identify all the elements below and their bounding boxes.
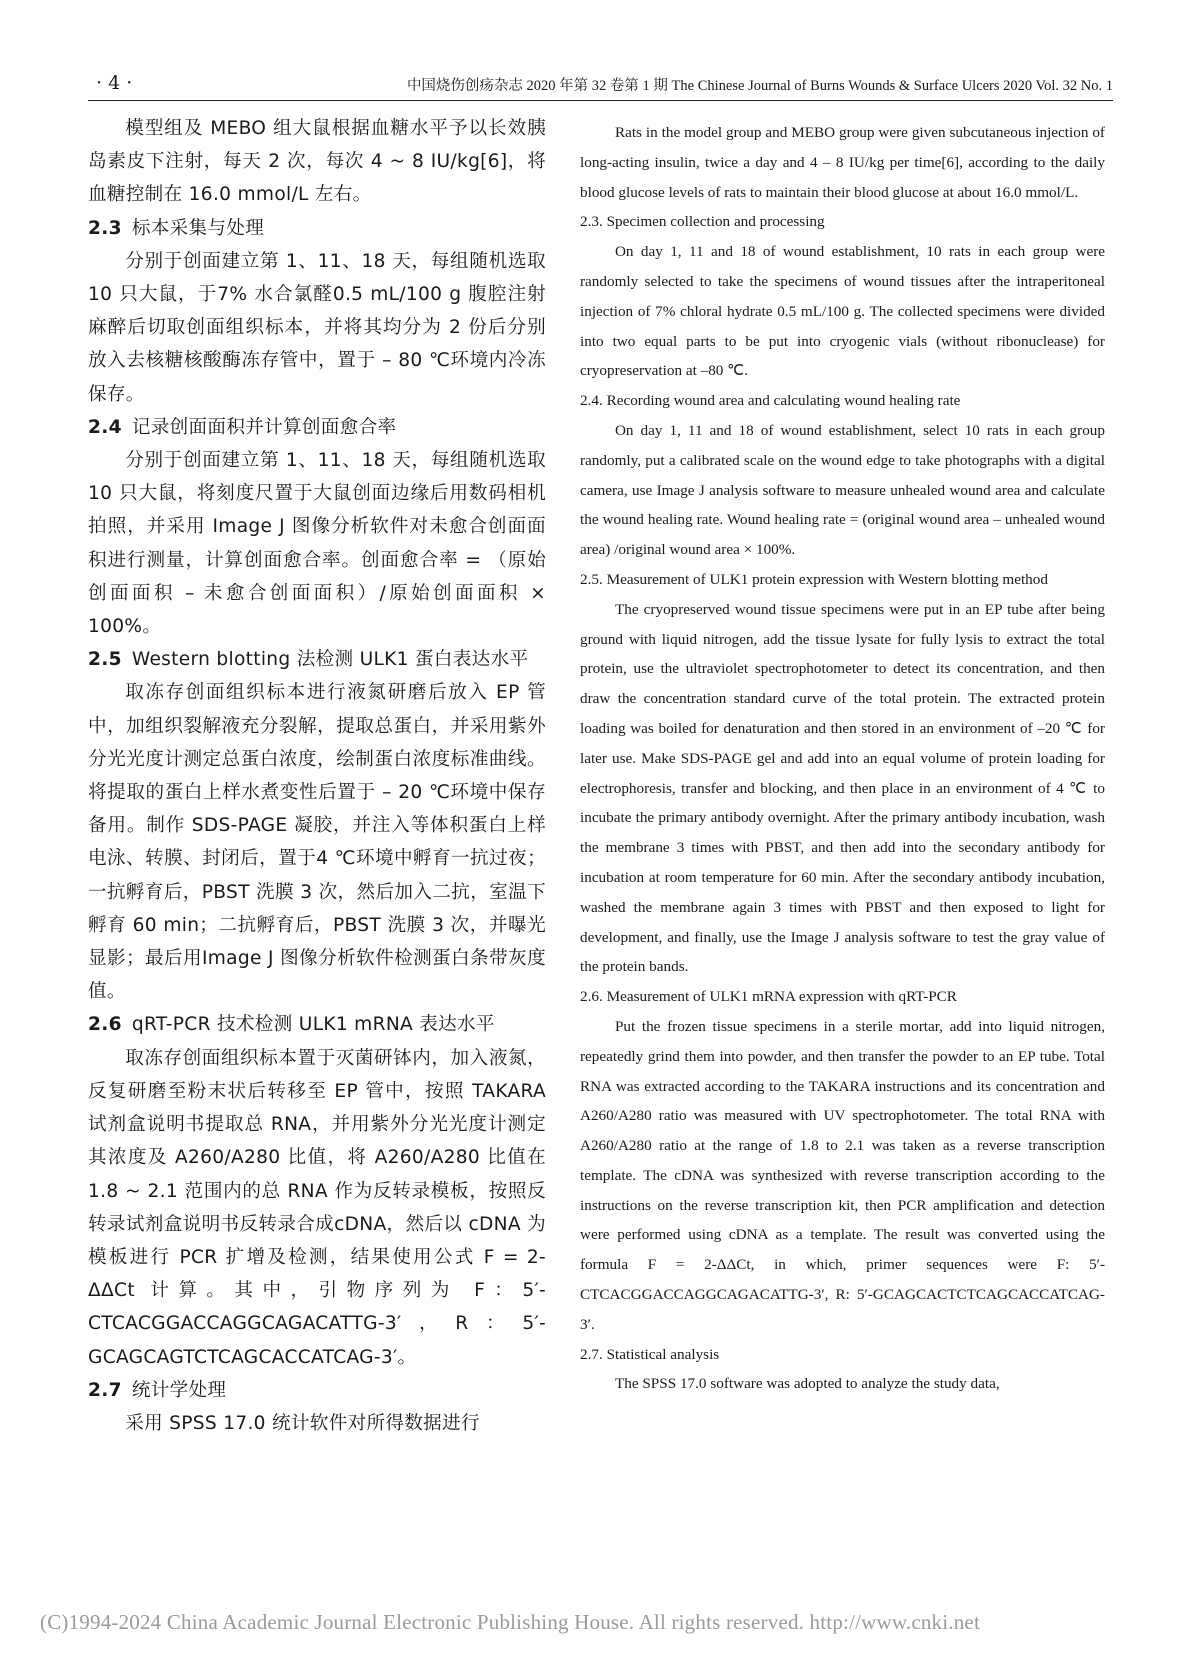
section-number: 2.3 — [88, 217, 122, 239]
copyright-footer: (C)1994-2024 China Academic Journal Electronic Publishing House. All rights reserved. http://www.cnki.net — [40, 1610, 980, 1634]
en-paragraph: Put the frozen tissue specimens in a sterile mortar, add into liquid nitrogen, repeatedly grind them into powder, and then transfer the powder to an EP tube. Total RNA was extracted according to the TAKARA instructions and its concentration and A260/A280 ratio was measured with UV spectrophotometer. The total RNA with A260/A280 ratio at the range of 1.8 to 2.1 was taken as a reverse transcription template. The cDNA was synthesized with reverse transcription according to the instructions on the reverse transcription kit, then PCR amplification and detection were performed using cDNA as a template. The result was converted using the formula F = 2-ΔΔCt, in which, primer sequences were F: 5′-CTCACGGACCAGGCAGACATTG-3′, R: 5′-GCAGCACTCTCAGCACCATCAG-3′. — [580, 1017, 1105, 1333]
page-header — [88, 70, 1113, 101]
en-section-heading: 2.5. Measurement of ULK1 protein expression with Western blotting method — [580, 570, 1048, 588]
section-title: qRT-PCR 技术检测 ULK1 mRNA 表达水平 — [131, 1014, 495, 1036]
cn-section-heading — [88, 411, 546, 444]
english-column — [580, 118, 1105, 1399]
section-title: Western blotting 法检测 ULK1 蛋白表达水平 — [131, 649, 529, 671]
cn-paragraph: 模型组及 MEBO 组大鼠根据血糖水平予以长效胰岛素皮下注射，每天 2 次，每次 4 ~ 8 IU/kg[6]，将血糖控制在 16.0 mmol/L 左右。 — [88, 118, 546, 206]
en-section-heading: 2.7. Statistical analysis — [580, 1345, 720, 1363]
chinese-column — [88, 112, 546, 1440]
cn-section-heading — [88, 1374, 546, 1407]
cn-section-heading — [88, 1008, 546, 1041]
en-section-heading: 2.3. Specimen collection and processing — [580, 213, 825, 231]
page-number: · 4 · — [96, 72, 133, 94]
en-section-heading: 2.4. Recording wound area and calculating wound healing rate — [580, 392, 961, 410]
section-title: 统计学处理 — [131, 1379, 227, 1401]
en-paragraph: Rats in the model group and MEBO group were given subcutaneous injection of long-acting insulin, twice a day and 4 – 8 IU/kg per time[6], according to the daily blood glucose levels of rats to maintain their blood glucose at about 16.0 mmol/L. — [580, 124, 1105, 201]
en-paragraph: The SPSS 17.0 software was adopted to analyze the study data, — [614, 1375, 1000, 1393]
cn-paragraph: 分别于创面建立第 1、11、18 天，每组随机选取 10 只大鼠，将刻度尺置于大鼠创面边缘后用数码相机拍照，并采用 Image J 图像分析软件对未愈合创面面积进行测量，计算创面愈合率。创面愈合率 = （原始创面面积 – 未愈合创面面积）/原始创面面积 × 100%。 — [88, 450, 546, 638]
cn-paragraph: 分别于创面建立第 1、11、18 天，每组随机选取 10 只大鼠，于7% 水合氯醛0.5 mL/100 g 腹腔注射麻醉后切取创面组织标本，并将其均分为 2 份后分别放入去核糖核酸酶冻存管中，置于 – 80 ℃环境内冷冻保存。 — [88, 250, 546, 405]
en-paragraph: On day 1, 11 and 18 of wound establishment, 10 rats in each group were randomly selected to take the specimens of wound tissues after the intraperitoneal injection of 7% chloral hydrate 0.5 mL/100 g. The collected specimens were divided into two equal parts to be put into cryogenic vials (without ribonuclease) for cryopreservation at –80 ℃. — [580, 243, 1105, 380]
cn-section-heading — [88, 212, 546, 245]
cn-paragraph: 取冻存创面组织标本置于灭菌研钵内，加入液氮，反复研磨至粉末状后转移至 EP 管中，按照 TAKARA 试剂盒说明书提取总 RNA，并用紫外分光光度计测定其浓度及 A260/A280 比值，将 A260/A280 比值在 1.8 ~ 2.1 范围内的总 RNA 作为反转录模板，按照反转录试剂盒说明书反转录合成cDNA，然后以 cDNA 为模板进行 PCR 扩增及检测，结果使用公式 F = 2-ΔΔCt 计算。其中，引物序列为 F：5′-CTCACGGACCAGGCAGACATTG-3′，R：5′-GCAGCAGTCTCAGCACCATCAG-3′。 — [88, 1047, 546, 1368]
cn-paragraph: 采用 SPSS 17.0 统计软件对所得数据进行 — [125, 1412, 480, 1434]
section-number: 2.5 — [88, 649, 122, 671]
cn-paragraph: 取冻存创面组织标本进行液氮研磨后放入 EP 管中，加组织裂解液充分裂解，提取总蛋白，并采用紫外分光光度计测定总蛋白浓度，绘制蛋白浓度标准曲线。将提取的蛋白上样水煮变性后置于 – 20 ℃环境中保存备用。制作 SDS-PAGE 凝胶，并注入等体积蛋白上样电泳、转膜、封闭后，置于4 ℃环境中孵育一抗过夜；一抗孵育后，PBST 洗膜 3 次，然后加入二抗，室温下孵育 60 min；二抗孵育后，PBST 洗膜 3 次，并曝光显影；最后用Image J 图像分析软件检测蛋白条带灰度值。 — [88, 682, 546, 1003]
section-number: 2.6 — [88, 1014, 122, 1036]
section-number: 2.4 — [88, 416, 122, 438]
cn-section-heading — [88, 643, 546, 676]
section-title: 标本采集与处理 — [131, 217, 265, 239]
en-paragraph: The cryopreserved wound tissue specimens were put in an EP tube after being ground with liquid nitrogen, add the tissue lysate for fully lysis to extract the total protein, use the ultraviolet spectrophotometer to detect its concentration, and then draw the concentration standard curve of the total protein. The extracted protein loading was boiled for denaturation and then stored in an environment of –20 ℃ for later use. Make SDS-PAGE gel and add into an equal volume of protein loading for electrophoresis, transfer and blocking, and then place in an environment of 4 ℃ to incubate the primary antibody overnight. After the primary antibody incubation, wash the membrane 3 times with PBST, and then add into the secondary antibody for incubation at room temperature for 60 min. After the secondary antibody incubation, washed the membrane again 3 times with PBST and then exposed to light for development, and finally, use the Image J analysis software to test the gray value of the protein bands. — [580, 600, 1105, 976]
section-title: 记录创面面积并计算创面愈合率 — [131, 416, 397, 438]
section-number: 2.7 — [88, 1379, 122, 1401]
en-paragraph: On day 1, 11 and 18 of wound establishment, select 10 rats in each group randomly, put a calibrated scale on the wound edge to take photographs with a digital camera, use Image J analysis software to measure unhealed wound area and calculate the wound healing rate. Wound healing rate = (original wound area – unhealed wound area) /original wound area × 100%. — [580, 421, 1105, 559]
en-section-heading: 2.6. Measurement of ULK1 mRNA expression with qRT-PCR — [580, 988, 957, 1006]
running-title: 中国烧伤创疡杂志 2020 年第 32 卷第 1 期 The Chinese Journal of Burns Wounds & Surface Ulcers 2020 Vol. 32 No. 1 — [406, 78, 1113, 94]
